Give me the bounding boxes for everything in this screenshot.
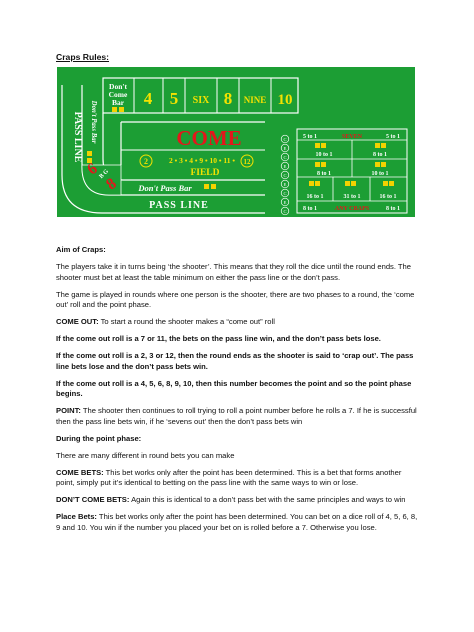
hard-odds-1-right: 8 to 1 — [373, 152, 387, 158]
craps-table-layout — [57, 67, 415, 217]
any-craps-label: ANY CRAPS — [334, 206, 370, 212]
place-number-nine: NINE — [243, 95, 267, 105]
row3-odds-left: 16 to 1 — [306, 194, 324, 200]
dont-pass-bar-vertical: Don't Pass Bar — [90, 100, 97, 144]
place-number-8: 8 — [223, 89, 233, 108]
field-circle-12: 12 — [243, 158, 251, 166]
ce-label-8: E — [283, 200, 287, 205]
ce-label-6: E — [283, 182, 287, 187]
pass-line: PASS LINE — [149, 200, 209, 211]
ce-label-9: C — [283, 209, 287, 214]
paragraph-text: Again this is identical to a don’t pass bet with the same principles and ways to win — [129, 495, 406, 505]
hard-odds-1-left: 10 to 1 — [315, 152, 333, 158]
big-six: 6 — [84, 160, 101, 179]
paragraph-text: The shooter then continues to roll trying to roll a point number before he rolls a 7. If he is successful then the pass line bets win, if he ‘sevens out’ then the don’t pass bets win — [56, 406, 417, 426]
paragraph — [56, 351, 422, 372]
paragraph-bold: Aim of Craps: — [56, 245, 106, 254]
hard-odds-2-left: 8 to 1 — [317, 171, 331, 177]
craps-table-image — [57, 67, 415, 217]
paragraph — [56, 334, 422, 345]
paragraph-bold: POINT: — [56, 406, 81, 416]
ce-label-2: E — [283, 146, 287, 151]
place-number-4: 4 — [143, 89, 153, 108]
paragraph — [56, 290, 422, 311]
rules-body — [56, 245, 422, 540]
paragraph-text: This bet works only after the point has been determined. This is a bet that forms another point, simply put it’s identical to betting on the pass line with the same ways to win or lose. — [56, 467, 402, 488]
paragraph — [56, 434, 422, 445]
paragraph — [56, 495, 422, 506]
paragraph-bold: If the come out roll is a 7 or 11, the bets on the pass line win, and the don’t pass bets lose. — [56, 334, 381, 344]
pass-line-vertical: PASS LINE — [72, 111, 83, 163]
craps-odds-right: 8 to 1 — [386, 206, 400, 212]
dont-come-bar-line2: Come — [108, 90, 128, 99]
paragraph-text: The players take it in turns being ‘the shooter’. This means that they roll the dice until the round ends. The shooter must bet at least the table minimum on either the pass line or the don’t pass. — [56, 261, 412, 282]
paragraph — [56, 245, 422, 256]
dont-come-bar-line1: Don't — [109, 82, 127, 91]
paragraph-text: There are many different in round bets you can make — [56, 450, 235, 460]
row3-odds-mid: 31 to 1 — [343, 194, 361, 200]
hard-odds-2-right: 10 to 1 — [371, 171, 389, 177]
paragraph — [56, 512, 422, 533]
ce-label-5: C — [283, 173, 287, 178]
row3-odds-right: 16 to 1 — [379, 194, 397, 200]
paragraph-bold: DON’T COME BETS: — [56, 495, 130, 505]
place-number-10: 10 — [277, 92, 293, 108]
paragraph-text: This bet works only after the point has been determined. You can bet on a dice roll of 4, 5, 6, 8, 9 and 10. You win if the number you placed your bet on is rolled before a 7. Otherwise you lose. — [56, 512, 418, 532]
ce-label-7: C — [283, 191, 287, 196]
place-number-six: SIX — [192, 95, 210, 106]
paragraph — [56, 451, 422, 462]
dont-come-bar-line3: Bar — [111, 98, 125, 107]
paragraph-bold: During the point phase: — [56, 433, 142, 443]
seven-label: SEVEN — [341, 134, 363, 140]
paragraph-text: The game is played in rounds where one person is the shooter, there are two phases to a round, the ‘come out’ roll and the point phase. — [56, 289, 415, 310]
ce-label-3: C — [283, 155, 287, 160]
paragraph-bold: COME BETS: — [56, 467, 104, 477]
field-numbers: 2 • 3 • 4 • 9 • 10 • 11 • — [169, 156, 235, 165]
big-eight: 8 — [103, 175, 120, 194]
ce-label-1: C — [283, 137, 287, 142]
paragraph — [56, 468, 422, 489]
paragraph-bold: COME OUT: — [56, 317, 99, 327]
paragraph-text: To start a round the shooter makes a “come out” roll — [98, 317, 275, 327]
dont-pass-bar: Don't Pass Bar — [138, 183, 192, 193]
place-number-5: 5 — [169, 89, 179, 108]
paragraph — [56, 379, 422, 400]
page-heading: Craps Rules: — [56, 52, 110, 62]
paragraph — [56, 406, 422, 427]
big-label: B G — [98, 168, 111, 181]
paragraph — [56, 262, 422, 283]
c-e-column — [281, 135, 289, 215]
ce-label-4: E — [283, 164, 287, 169]
craps-odds-left: 8 to 1 — [303, 206, 317, 212]
seven-odds-left: 5 to 1 — [303, 134, 317, 140]
paragraph-bold: If the come out roll is a 4, 5, 6, 8, 9, 10, then this number becomes the point and so the point phase begins. — [56, 378, 412, 399]
field-circle-2: 2 — [144, 157, 148, 166]
paragraph-bold: Place Bets: — [56, 512, 97, 522]
come-area: COME — [176, 126, 242, 150]
paragraph-bold: If the come out roll is a 2, 3 or 12, then the round ends as the shooter is said to ‘crap out’. The pass line bets lose and the don’t pass bets win. — [56, 351, 414, 371]
field-label: FIELD — [190, 168, 220, 178]
paragraph — [56, 317, 422, 328]
seven-odds-right: 5 to 1 — [386, 134, 400, 140]
